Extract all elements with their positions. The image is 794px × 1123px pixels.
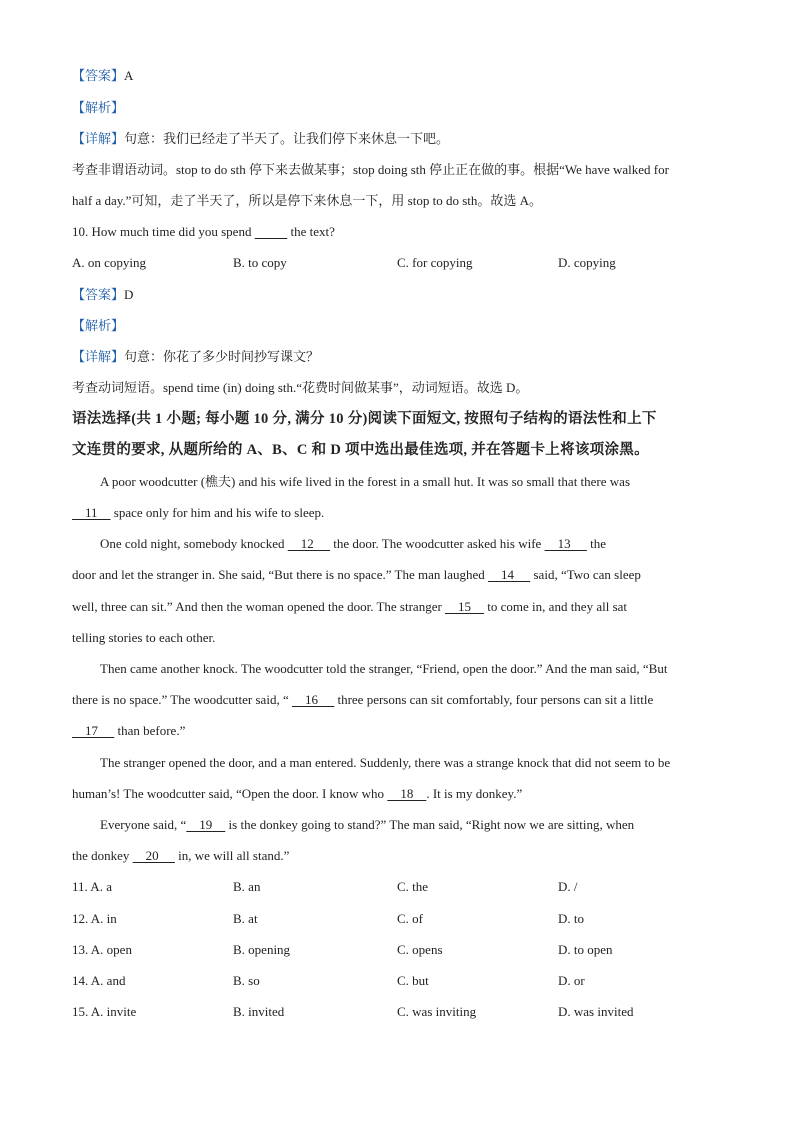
option-a: 13. A. open xyxy=(72,942,132,957)
passage-line-7: Then came another knock. The woodcutter told the stranger, “Friend, open the door.” And the man said, “But xyxy=(100,661,668,676)
option-d: D. was invited xyxy=(558,1004,634,1019)
blank-11: 11 xyxy=(72,505,111,520)
passage-text: . It is my donkey.” xyxy=(426,786,523,801)
option-a: 15. A. invite xyxy=(72,1004,137,1019)
passage-text: the door. The woodcutter asked his wife xyxy=(330,536,545,551)
passage-text: than before.” xyxy=(114,723,186,738)
q10-blank xyxy=(255,224,288,239)
answer-value: D xyxy=(124,287,134,302)
passage-line-2 xyxy=(72,503,324,523)
passage-text: said, “Two can sleep xyxy=(530,567,641,582)
passage-text: well, three can sit.” And then the woman opened the door. The stranger xyxy=(72,599,446,614)
detail-tag: 【详解】 xyxy=(72,349,125,364)
option-c: C. opens xyxy=(397,942,443,957)
passage-text: there is no space.” The woodcutter said, “ xyxy=(72,692,292,707)
option-a: 12. A. in xyxy=(72,911,117,926)
q10-analysis-tag xyxy=(72,316,124,336)
q9-detail-line xyxy=(72,129,449,149)
passage-text: three persons can sit comfortably, four persons can sit a little xyxy=(334,692,654,707)
analysis-tag: 【解析】 xyxy=(72,100,125,115)
detail-text: 句意：你花了多少时间抄写课文？ xyxy=(124,349,320,364)
passage-line-12 xyxy=(100,815,634,835)
option-c: C. of xyxy=(397,911,423,926)
passage-text: space only for him and his wife to sleep. xyxy=(110,505,325,520)
option-b: B. opening xyxy=(233,942,291,957)
passage-text: to come in, and they all sat xyxy=(484,599,628,614)
answer-tag: 【答案】 xyxy=(72,287,125,302)
passage-line-11 xyxy=(72,784,522,804)
passage-line-5 xyxy=(72,597,627,617)
blank-14: 14 xyxy=(488,567,531,582)
q9-explanation-1: 考查非谓语动词。stop to do sth 停下来去做某事；stop doing sth 停止正在做的事。根据“We have walked for xyxy=(72,162,669,177)
option-b: B. an xyxy=(233,879,261,894)
q10-option-d: D. copying xyxy=(558,255,616,270)
blank-12: 12 xyxy=(287,536,330,551)
option-b: B. at xyxy=(233,911,258,926)
option-b: B. so xyxy=(233,973,260,988)
option-a: 11. A. a xyxy=(72,879,112,894)
option-b: B. invited xyxy=(233,1004,285,1019)
option-d: D. / xyxy=(558,879,578,894)
option-c: C. was inviting xyxy=(397,1004,477,1019)
passage-text: Everyone said, “ xyxy=(100,817,187,832)
passage-text: the xyxy=(586,536,606,551)
passage-line-13 xyxy=(72,846,289,866)
passage-line-8 xyxy=(72,690,653,710)
option-c: C. but xyxy=(397,973,429,988)
blank-13: 13 xyxy=(544,536,587,551)
passage-text: the donkey xyxy=(72,848,133,863)
option-d: D. to xyxy=(558,911,584,926)
detail-tag: 【详解】 xyxy=(72,131,125,146)
passage-line-4 xyxy=(72,565,641,585)
passage-line-1: A poor woodcutter (樵夫) and his wife lived in the forest in a small hut. It was so small that there was xyxy=(100,474,630,489)
passage-text: One cold night, somebody knocked xyxy=(100,536,288,551)
q10-answer-line xyxy=(72,285,133,305)
option-c: C. the xyxy=(397,879,429,894)
detail-text: 句意：我们已经走了半天了。让我们停下来休息一下吧。 xyxy=(124,131,450,146)
analysis-tag: 【解析】 xyxy=(72,318,125,333)
blank-15: 15 xyxy=(445,599,485,614)
section-instruction-2: 文连贯的要求, 从题所给的 A、B、C 和 D 项中选出最佳选项, 并在答题卡上将该项涂黑。 xyxy=(72,442,649,458)
option-d: D. to open xyxy=(558,942,613,957)
q9-analysis-tag xyxy=(72,98,124,118)
q9-explanation-2: half a day.”可知，走了半天了，所以是停下来休息一下，用 stop to do sth。故选 A。 xyxy=(72,193,543,208)
blank-19: 19 xyxy=(186,817,226,832)
passage-text: is the donkey going to stand?” The man said, “Right now we are sitting, when xyxy=(225,817,635,832)
section-instruction-1: 语法选择(共 1 小题; 每小题 10 分, 满分 10 分)阅读下面短文, 按照句子结构的语法性和上下 xyxy=(72,411,657,427)
option-a: 14. A. and xyxy=(72,973,126,988)
q10-stem xyxy=(72,222,335,242)
option-d: D. or xyxy=(558,973,585,988)
answer-value: A xyxy=(124,68,134,83)
q9-answer-line xyxy=(72,66,133,86)
answer-tag: 【答案】 xyxy=(72,68,125,83)
q10-option-a: A. on copying xyxy=(72,255,147,270)
q10-option-b: B. to copy xyxy=(233,255,287,270)
passage-line-6: telling stories to each other. xyxy=(72,630,216,645)
q10-explanation: 考查动词短语。spend time (in) doing sth.“花费时间做某事”，动词短语。故选 D。 xyxy=(72,380,529,395)
q10-option-c: C. for copying xyxy=(397,255,473,270)
passage-text: door and let the stranger in. She said, “But there is no space.” The man laughed xyxy=(72,567,488,582)
blank-18: 18 xyxy=(387,786,427,801)
passage-text: human’s! The woodcutter said, “Open the door. I know who xyxy=(72,786,388,801)
passage-line-9 xyxy=(72,721,185,741)
passage-text: in, we will all stand.” xyxy=(174,848,290,863)
blank-17: 17 xyxy=(72,723,115,738)
passage-line-10: The stranger opened the door, and a man entered. Suddenly, there was a strange knock that did not seem to be xyxy=(100,755,671,770)
passage-line-3 xyxy=(100,534,606,554)
q10-detail-line xyxy=(72,347,319,367)
blank-20: 20 xyxy=(132,848,175,863)
blank-16: 16 xyxy=(291,692,335,707)
q10-stem-end: the text? xyxy=(287,224,335,239)
q10-stem-start: 10. How much time did you spend xyxy=(72,224,255,239)
